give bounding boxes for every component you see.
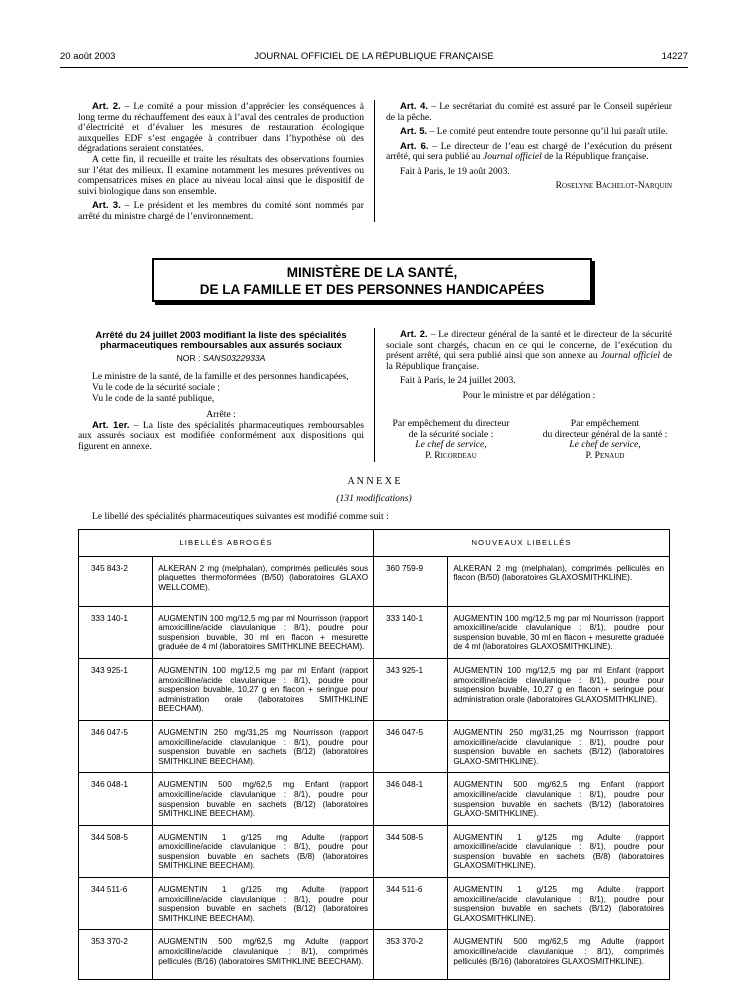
art-label: Art. 4. bbox=[400, 101, 428, 112]
pour-le-ministre: Pour le ministre et par délégation : bbox=[462, 389, 596, 401]
sig-line: du directeur général de la santé : bbox=[542, 428, 668, 440]
new-label-cell: AUGMENTIN 100 mg/12,5 mg par ml Enfant (rapport amoxicilline/acide clavulanique : 8/1), poudre pour suspension buvable, 10,27 g en flacon + seringue pour administration orale (laboratoires GLAXOSMITHKLINE). bbox=[448, 658, 670, 720]
art-label: Art. 5. bbox=[400, 126, 428, 138]
table-row bbox=[79, 773, 670, 825]
new-code-cell: 360 759-9 bbox=[374, 556, 448, 606]
old-label-cell: AUGMENTIN 100 mg/12,5 mg par ml Nourrisson (rapport amoxicilline/acide clavulanique : 8/1), poudre pour suspension buvable, 30 ml en flacon + mesurette graduée de 4 ml (laboratoires SMITHKLINE BEECHAM). bbox=[153, 606, 374, 658]
art-label: Art. 6. bbox=[400, 140, 429, 152]
article-text: – Le comité peut entendre toute personne qu’il lui paraît utile. bbox=[427, 126, 668, 138]
top-left-column bbox=[78, 102, 364, 223]
old-label-cell: AUGMENTIN 500 mg/62,5 mg Adulte (rapport amoxicilline/acide clavulanique : 8/1), comprimés pelliculés (B/16) (laboratoires SMITHKLINE BEECHAM). bbox=[153, 930, 374, 980]
article-2-paragraph bbox=[386, 330, 672, 372]
arrete-title: Arrêté du 24 juillet 2003 modifiant la liste des spécialités pharmaceutiques remboursables aux assurés sociaux bbox=[95, 329, 347, 351]
art-label: Art. 2. bbox=[92, 101, 121, 112]
article-5-paragraph bbox=[386, 127, 672, 138]
arrete-left-column bbox=[78, 330, 364, 453]
article-text: – Le secrétariat du comité est assuré par le Conseil supérieur de la pêche. bbox=[386, 101, 672, 123]
article-text: – Le comité a pour mission d’apprécier les conséquences à long terme du réchauffement des eaux à l’aval des centrales de production d’électricité et d’évaluer les mesures de restauration écologique auxquelles EDF s’est engagée à contribuer dans l’hypothèse où des dégradations seraient constatées. bbox=[78, 101, 364, 155]
old-label-cell: AUGMENTIN 1 g/125 mg Adulte (rapport amoxicilline/acide clavulanique : 8/1), poudre pour suspension buvable en sachets (B/12) (laboratoires SMITHKLINE BEECHAM). bbox=[153, 878, 374, 930]
article-6-paragraph bbox=[386, 142, 672, 163]
old-code-cell: 333 140-1 bbox=[79, 606, 153, 658]
top-right-column bbox=[386, 102, 672, 191]
signature: Roselyne Bachelot-Narquin bbox=[555, 179, 672, 191]
vu-1: Vu le code de la sécurité sociale ; bbox=[92, 382, 221, 393]
header-rule bbox=[60, 67, 688, 68]
table-row bbox=[79, 825, 670, 877]
annexe-table bbox=[78, 529, 670, 980]
new-label-cell: AUGMENTIN 1 g/125 mg Adulte (rapport amoxicilline/acide clavulanique : 8/1), poudre pour suspension buvable en sachets (B/12) (laboratoires GLAXOSMITHKLINE). bbox=[448, 878, 670, 930]
vu-2: Vu le code de la santé publique, bbox=[92, 392, 215, 404]
old-label-cell: AUGMENTIN 500 mg/62,5 mg Enfant (rapport amoxicilline/acide clavulanique : 8/1), poudre pour suspension buvable en sachets (B/12) (laboratoires SMITHKLINE BEECHAM). bbox=[153, 773, 374, 825]
table-header-row bbox=[79, 530, 670, 557]
sig-role: Le chef de service, bbox=[415, 439, 487, 451]
article-text: – Le président et les membres du comité sont nommés par arrêté du ministre chargé de l’environnement. bbox=[78, 200, 364, 222]
annexe-intro: Le libellé des spécialités pharmaceutiques suivantes est modifié comme suit : bbox=[92, 511, 389, 522]
journal-italic: Journal officiel bbox=[482, 151, 542, 163]
old-code-cell: 344 511-6 bbox=[79, 878, 153, 930]
old-label-cell: AUGMENTIN 1 g/125 mg Adulte (rapport amoxicilline/acide clavulanique : 8/1), poudre pour suspension buvable en sachets (B/8) (laboratoires SMITHKLINE BEECHAM). bbox=[153, 825, 374, 877]
article-3-paragraph bbox=[78, 201, 364, 222]
art-label: Art. 3. bbox=[92, 200, 121, 212]
journal-italic: Journal officiel bbox=[600, 350, 660, 362]
ministry-line-1: MINISTÈRE DE LA SANTÉ, bbox=[286, 265, 458, 280]
arrete-right-column bbox=[386, 330, 672, 402]
nor-label: NOR : bbox=[176, 352, 203, 363]
art-label: Art. 1er. bbox=[92, 419, 130, 431]
table-row bbox=[79, 556, 670, 606]
sig-name: P. Ricordeau bbox=[425, 449, 477, 461]
new-label-cell: AUGMENTIN 500 mg/62,5 mg Adulte (rapport amoxicilline/acide clavulanique : 8/1), comprimés pelliculés (B/16) (laboratoires GLAXOSMITHKLINE). bbox=[448, 930, 670, 980]
old-code-cell: 353 370-2 bbox=[79, 930, 153, 980]
old-code-cell: 344 508-5 bbox=[79, 825, 153, 877]
article-text: de la République française. bbox=[386, 350, 672, 372]
new-label-cell: AUGMENTIN 1 g/125 mg Adulte (rapport amoxicilline/acide clavulanique : 8/1), poudre pour suspension buvable en sachets (B/8) (laboratoires GLAXOSMITHKLINE). bbox=[448, 825, 670, 877]
old-code-cell: 345 843-2 bbox=[79, 556, 153, 606]
sig-line: de la sécurité sociale : bbox=[408, 428, 494, 440]
annexe-count: (131 modifications) bbox=[336, 493, 412, 504]
article-text: – Le directeur de l’eau est chargé de l’exécution du présent arrêté, qui sera publié au bbox=[386, 140, 672, 163]
table-row bbox=[79, 930, 670, 980]
new-label-cell: AUGMENTIN 500 mg/62,5 mg Enfant (rapport amoxicilline/acide clavulanique : 8/1), poudre pour suspension buvable en sachets (B/12) (laboratoires GLAXO-SMITHKLINE). bbox=[448, 773, 670, 825]
fait-a-paris: Fait à Paris, le 19 août 2003. bbox=[400, 165, 510, 177]
table-row bbox=[79, 720, 670, 772]
new-code-cell: 344 508-5 bbox=[374, 825, 448, 877]
signature-left bbox=[376, 419, 526, 461]
old-code-cell: 343 925-1 bbox=[79, 658, 153, 720]
old-code-cell: 346 047-5 bbox=[79, 720, 153, 772]
nor-line bbox=[78, 353, 364, 364]
table-body bbox=[79, 556, 670, 980]
column-header-old: LIBELLÉS ABROGÉS bbox=[79, 530, 374, 557]
signature-right bbox=[530, 419, 680, 461]
arrete-intro: Le ministre de la santé, de la famille et des personnes handicapées, bbox=[92, 371, 349, 383]
annexe-title: A N N E X E bbox=[347, 476, 401, 487]
header-page-number: 14227 bbox=[661, 51, 688, 62]
sig-name: P. Penaud bbox=[585, 449, 625, 461]
column-separator bbox=[374, 328, 375, 462]
table-row bbox=[79, 606, 670, 658]
art-label: Art. 2. bbox=[400, 329, 428, 340]
nor-code: SANS0322933A bbox=[202, 352, 266, 363]
old-code-cell: 346 048-1 bbox=[79, 773, 153, 825]
table-row bbox=[79, 658, 670, 720]
new-code-cell: 333 140-1 bbox=[374, 606, 448, 658]
sig-line: Par empêchement du directeur bbox=[392, 418, 510, 429]
article-text: – La liste des spécialités pharmaceutiques remboursables aux assurés sociaux est modifiée conformément aux dispositions qui figurent en annexe. bbox=[78, 419, 364, 452]
new-code-cell: 346 047-5 bbox=[374, 720, 448, 772]
new-label-cell: AUGMENTIN 250 mg/31,25 mg Nourrisson (rapport amoxicilline/acide clavulanique : 8/1), poudre pour suspension buvable en sachets (B/12) (laboratoires GLAXO-SMITHKLINE). bbox=[448, 720, 670, 772]
ministry-line-2: DE LA FAMILLE ET DES PERSONNES HANDICAPÉES bbox=[199, 282, 545, 297]
new-label-cell: AUGMENTIN 100 mg/12,5 mg par ml Nourrisson (rapport amoxicilline/acide clavulanique : 8/1), poudre pour suspension buvable, 30 ml en flacon + mesurette graduée de 4 ml (laboratoires GLAXOSMITHKLINE). bbox=[448, 606, 670, 658]
old-label-cell: AUGMENTIN 250 mg/31,25 mg Nourrisson (rapport amoxicilline/acide clavulanique : 8/1), poudre pour suspension buvable en sachets (B/12) (laboratoires SMITHKLINE BEECHAM). bbox=[153, 720, 374, 772]
article-text: – Le directeur général de la santé et le directeur de la sécurité sociale sont chargés, chacun en ce qui le concerne, de l’exécution du présent arrêté, qui sera publié ainsi que son annexe au bbox=[386, 329, 672, 362]
fait-a-paris: Fait à Paris, le 24 juillet 2003. bbox=[400, 375, 516, 387]
new-code-cell: 353 370-2 bbox=[374, 930, 448, 980]
new-code-cell: 344 511-6 bbox=[374, 878, 448, 930]
article-2-paragraph-2: A cette fin, il recueille et traite les résultats des observations fournies sur l’état des milieux. Il examine notamment les mesures préventives ou compensatrices mises en place au niveau local ainsi que le dispositif de suivi biologique dans son ensemble. bbox=[78, 153, 364, 197]
new-code-cell: 346 048-1 bbox=[374, 773, 448, 825]
old-label-cell: AUGMENTIN 100 mg/12,5 mg par ml Enfant (rapport amoxicilline/acide clavulanique : 8/1), poudre pour suspension buvable, 10,27 g en flacon + seringue pour administration orale (laboratoires SMITHKLINE BEECHAM). bbox=[153, 658, 374, 720]
sig-role: Le chef de service, bbox=[569, 439, 641, 451]
old-label-cell: ALKERAN 2 mg (melphalan), comprimés pelliculés sous plaquettes thermoformées (B/50) (laboratoires GLAXO WELLCOME). bbox=[153, 556, 374, 606]
article-1-paragraph bbox=[78, 421, 364, 453]
header-journal-title: JOURNAL OFFICIEL DE LA RÉPUBLIQUE FRANÇAISE bbox=[254, 51, 494, 62]
header-date: 20 août 2003 bbox=[60, 51, 116, 62]
table-row bbox=[79, 878, 670, 930]
article-2-paragraph bbox=[78, 102, 364, 155]
sig-line: Par empêchement bbox=[570, 418, 640, 429]
column-header-new: NOUVEAUX LIBELLÉS bbox=[374, 530, 670, 557]
arrete-word: Arrête : bbox=[206, 409, 236, 421]
new-code-cell: 343 925-1 bbox=[374, 658, 448, 720]
ministry-heading-box bbox=[152, 258, 592, 302]
article-text: de la République française. bbox=[541, 151, 649, 163]
new-label-cell: ALKERAN 2 mg (melphalan), comprimés pelliculés en flacon (B/50) (laboratoires GLAXOSMITHKLINE). bbox=[448, 556, 670, 606]
article-4-paragraph bbox=[386, 102, 672, 123]
column-separator bbox=[374, 100, 375, 222]
